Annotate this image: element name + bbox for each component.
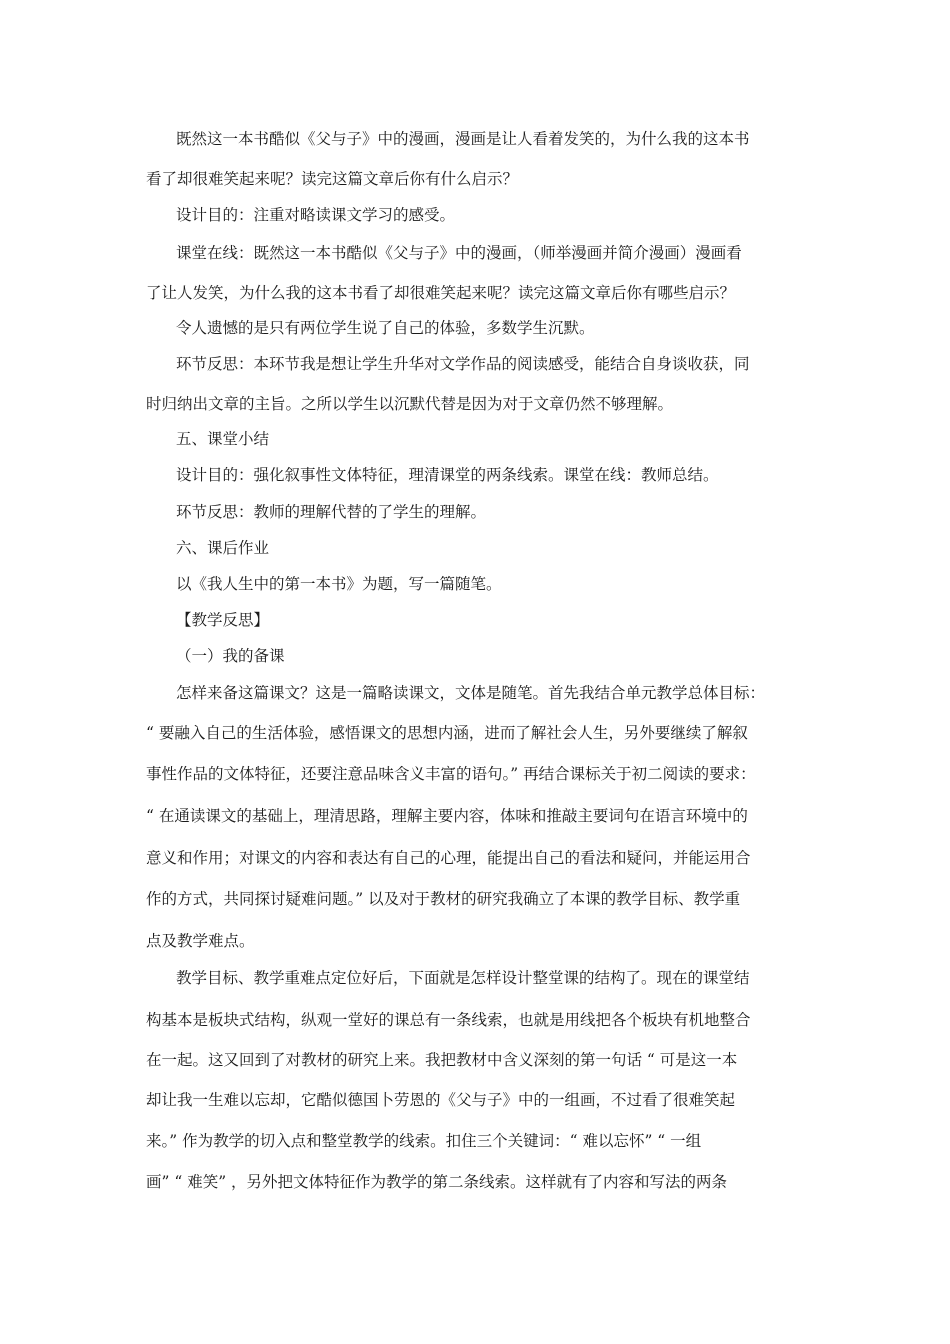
paragraph-line: 令人遗憾的是只有两位学生说了自己的体验，多数学生沉默。 <box>176 319 595 337</box>
section-heading: 五、课堂小结 <box>176 430 270 448</box>
paragraph-line: 作的方式，共同探讨疑难问题。” 以及对于教材的研究我确立了本课的教学目标、教学重 <box>146 890 741 908</box>
paragraph-line: 时归纳出文章的主旨。之所以学生以沉默代替是因为对于文章仍然不够理解。 <box>146 395 674 413</box>
paragraph-line: “ 要融入自己的生活体验，感悟课文的思想内涵，进而了解社会人生，另外要继续了解叙 <box>146 724 748 742</box>
paragraph-line: 看了却很难笑起来呢？读完这篇文章后你有什么启示？ <box>146 170 519 188</box>
paragraph-line: 构基本是板块式结构，纵观一堂好的课总有一条线索，也就是用线把各个板块有机地整合 <box>146 1011 751 1029</box>
section-heading: 六、课后作业 <box>176 539 270 557</box>
paragraph-line: 环节反思：教师的理解代替的了学生的理解。 <box>176 503 487 521</box>
section-heading: （一）我的备课 <box>176 647 285 665</box>
paragraph-line: 来。” 作为教学的切入点和整堂教学的线索。扣住三个关键词：“ 难以忘怀” “ 一组 <box>146 1132 702 1150</box>
paragraph-line: 了让人发笑，为什么我的这本书看了却很难笑起来呢？读完这篇文章后你有哪些启示？ <box>146 284 736 302</box>
paragraph-line: 设计目的：注重对略读课文学习的感受。 <box>176 206 456 224</box>
paragraph-line: 设计目的：强化叙事性文体特征，理清课堂的两条线索。课堂在线：教师总结。 <box>176 466 719 484</box>
paragraph-line: “ 在通读课文的基础上，理清思路，理解主要内容，体味和推敲主要词句在语言环境中的 <box>146 807 748 825</box>
paragraph-line: 教学目标、教学重难点定位好后，下面就是怎样设计整堂课的结构了。现在的课堂结 <box>176 969 750 987</box>
paragraph-line: 怎样来备这篇课文？这是一篇略读课文，文体是随笔。首先我结合单元教学总体目标： <box>176 684 766 702</box>
paragraph-line: 却让我一生难以忘却，它酷似德国卜劳恩的《父与子》中的一组画，不过看了很难笑起 <box>146 1091 736 1109</box>
paragraph-line: 以《我人生中的第一本书》为题，写一篇随笔。 <box>176 575 502 593</box>
paragraph-line: 课堂在线：既然这一本书酷似《父与子》中的漫画，（师举漫画并简介漫画）漫画看 <box>176 244 742 262</box>
paragraph-line: 事性作品的文体特征，还要注意品味含义丰富的语句。” 再结合课标关于初二阅读的要求： <box>146 765 756 783</box>
paragraph-line: 既然这一本书酷似《父与子》中的漫画，漫画是让人看着发笑的，为什么我的这本书 <box>176 130 750 148</box>
paragraph-line: 在一起。这又回到了对教材的研究上来。我把教材中含义深刻的第一句话 “ 可是这一本 <box>146 1051 738 1069</box>
paragraph-line: 点及教学难点。 <box>146 932 255 950</box>
paragraph-line: 画” “ 难笑” ，另外把文体特征作为教学的第二条线索。这样就有了内容和写法的两条 <box>146 1173 728 1191</box>
section-heading: 【教学反思】 <box>176 611 270 629</box>
paragraph-line: 意义和作用；对课文的内容和表达有自己的心理，能提出自己的看法和疑问，并能运用合 <box>146 849 751 867</box>
paragraph-line: 环节反思：本环节我是想让学生升华对文学作品的阅读感受，能结合自身谈收获，同 <box>176 355 750 373</box>
